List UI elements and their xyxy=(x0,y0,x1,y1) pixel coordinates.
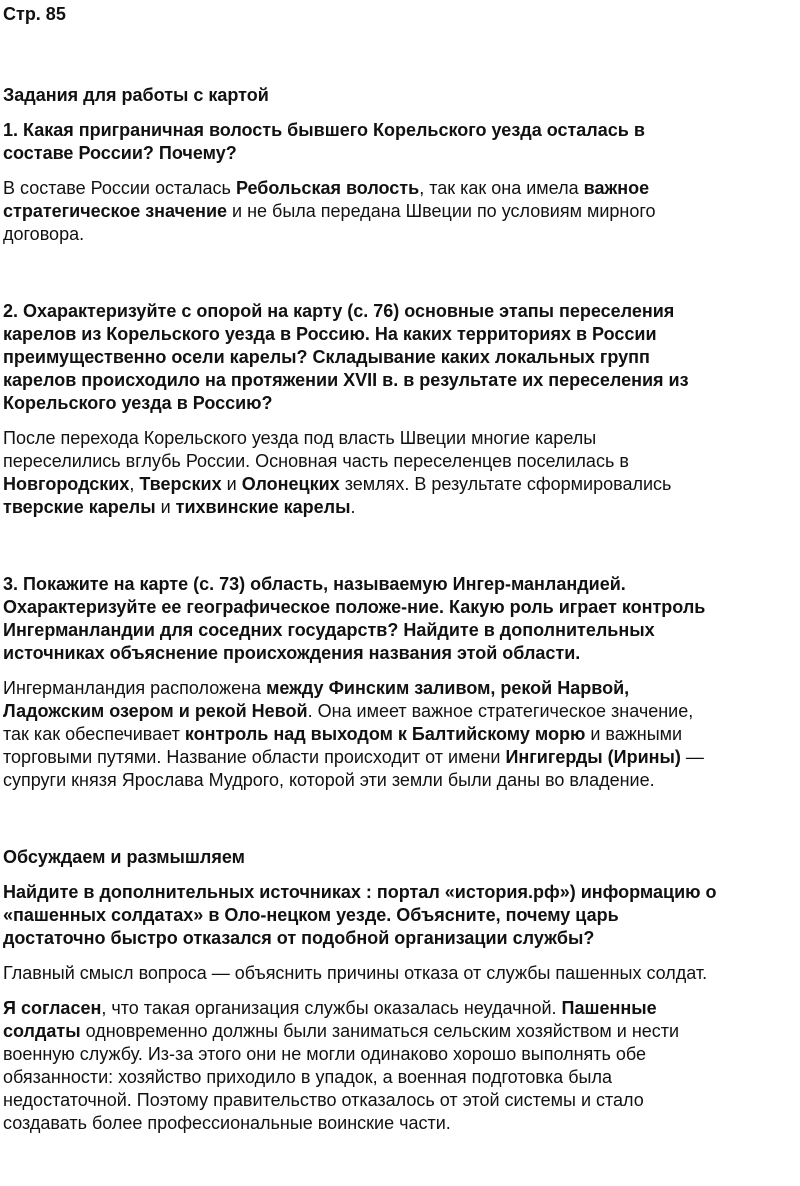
answer-line xyxy=(3,723,800,746)
text-run: так как обеспечивает xyxy=(3,724,185,744)
answer-line xyxy=(3,427,800,450)
bold-term: Олонецких xyxy=(241,474,340,494)
question-line: 3. Покажите на карте (с. 73) область, называемую Ингер-манландией. xyxy=(3,574,626,594)
discussion-answer xyxy=(3,997,800,1135)
bold-term: важное xyxy=(583,178,650,198)
discussion-intro xyxy=(3,962,800,985)
answer-line xyxy=(3,769,800,792)
text-run: и xyxy=(155,497,176,517)
question-line: достаточно быстро отказался от подобной организации службы? xyxy=(3,928,595,948)
text-run: . xyxy=(350,497,356,517)
answer-line xyxy=(3,473,800,496)
task-1-answer xyxy=(3,177,800,246)
bold-term: Ингигерды (Ирины) xyxy=(505,747,681,767)
text-run: После перехода Корельского уезда под власть Швеции многие карелы xyxy=(3,428,597,448)
bold-term: стратегическое значение xyxy=(3,201,228,221)
question-line: 2. Охарактеризуйте с опорой на карту (с. 76) основные этапы переселения xyxy=(3,301,675,321)
text-run: военную службу. Из-за этого они не могли одинаково хорошо выполнять обе xyxy=(3,1044,647,1064)
bold-term: тихвинские карелы xyxy=(175,497,351,517)
answer-line xyxy=(3,962,800,985)
bold-term: Новгородских xyxy=(3,474,130,494)
answer-line xyxy=(3,1066,800,1089)
text-run: одновременно должны были заниматься сельским хозяйством и нести xyxy=(80,1021,680,1041)
task-3 xyxy=(3,573,800,792)
bold-term: контроль над выходом к Балтийскому морю xyxy=(184,724,586,744)
map-tasks-title: Задания для работы с картой xyxy=(3,85,269,105)
text-run: , что такая организация службы оказалась неудачной. xyxy=(101,998,562,1018)
bold-term: между Финским заливом, рекой Нарвой, xyxy=(266,678,630,698)
text-run: , так как она имела xyxy=(419,178,584,198)
answer-line xyxy=(3,1020,800,1043)
discussion-title: Обсуждаем и размышляем xyxy=(3,847,245,867)
text-run: Главный смысл вопроса — объяснить причины отказа от службы пашенных солдат. xyxy=(3,963,708,983)
question-line: составе России? Почему? xyxy=(3,143,237,163)
answer-line xyxy=(3,700,800,723)
text-run: торговыми путями. Название области происходит от имени xyxy=(3,747,506,767)
question-line: Найдите в дополнительных источниках : портал «история.рф») информацию о xyxy=(3,882,717,902)
text-run: и важными xyxy=(585,724,683,744)
discussion-question xyxy=(3,881,800,950)
answer-line xyxy=(3,200,800,223)
bold-term: Ребольская волость xyxy=(235,178,420,198)
question-line: «пашенных солдатах» в Оло-нецком уезде. Объясните, почему царь xyxy=(3,905,619,925)
text-run: — xyxy=(680,747,704,767)
question-line: источниках объяснение происхождения названия этой области. xyxy=(3,643,581,663)
text-run: создавать более профессиональные воинские части. xyxy=(3,1113,451,1133)
text-run: договора. xyxy=(3,224,85,244)
question-line: карелов из Корельского уезда в Россию. На каких территориях в России xyxy=(3,324,657,344)
bold-term: солдаты xyxy=(3,1021,81,1041)
bold-term: Я согласен xyxy=(3,998,102,1018)
text-run: землях. В результате сформировались xyxy=(339,474,672,494)
bold-term: Тверских xyxy=(139,474,222,494)
text-run: В составе России осталась xyxy=(3,178,236,198)
bold-term: Ладожским озером и рекой Невой xyxy=(3,701,308,721)
text-run: . Она имеет важное стратегическое значение, xyxy=(307,701,694,721)
answer-line xyxy=(3,450,800,473)
answer-line xyxy=(3,997,800,1020)
text-run: обязанности: хозяйство приходило в упадок, а военная подготовка была xyxy=(3,1067,612,1087)
answer-line xyxy=(3,1043,800,1066)
bold-term: тверские карелы xyxy=(3,497,156,517)
question-line: преимущественно осели карелы? Складывание каких локальных групп xyxy=(3,347,650,367)
page-number: Стр. 85 xyxy=(3,4,66,24)
text-run: , xyxy=(129,474,140,494)
answer-line xyxy=(3,677,800,700)
text-run: супруги князя Ярослава Мудрого, которой эти земли были даны во владение. xyxy=(3,770,655,790)
task-2-question xyxy=(3,300,800,415)
text-run: и xyxy=(221,474,242,494)
task-3-answer xyxy=(3,677,800,792)
task-1 xyxy=(3,119,800,246)
task-2-answer xyxy=(3,427,800,519)
task-3-question xyxy=(3,573,800,665)
question-line: карелов происходило на протяжении XVII в. в результате их переселения из xyxy=(3,370,689,390)
question-line: 1. Какая приграничная волость бывшего Корельского уезда осталась в xyxy=(3,120,645,140)
answer-line xyxy=(3,1112,800,1135)
bold-term: Пашенные xyxy=(561,998,657,1018)
text-run: и не была передана Швеции по условиям мирного xyxy=(227,201,656,221)
question-line: Корельского уезда в Россию? xyxy=(3,393,273,413)
task-2 xyxy=(3,300,800,519)
text-run: переселились вглубь России. Основная часть переселенцев поселилась в xyxy=(3,451,629,471)
text-run: Ингерманландия расположена xyxy=(3,678,267,698)
question-line: Охарактеризуйте ее географическое положе-ние. Какую роль играет контроль xyxy=(3,597,706,617)
text-run: недостаточной. Поэтому правительство отказалось от этой системы и стало xyxy=(3,1090,644,1110)
answer-line xyxy=(3,1089,800,1112)
task-1-question xyxy=(3,119,800,165)
answer-line xyxy=(3,223,800,246)
answer-line xyxy=(3,746,800,769)
answer-line xyxy=(3,496,800,519)
discussion-task xyxy=(3,881,800,1135)
answer-line xyxy=(3,177,800,200)
question-line: Ингерманландии для соседних государств? Найдите в дополнительных xyxy=(3,620,655,640)
